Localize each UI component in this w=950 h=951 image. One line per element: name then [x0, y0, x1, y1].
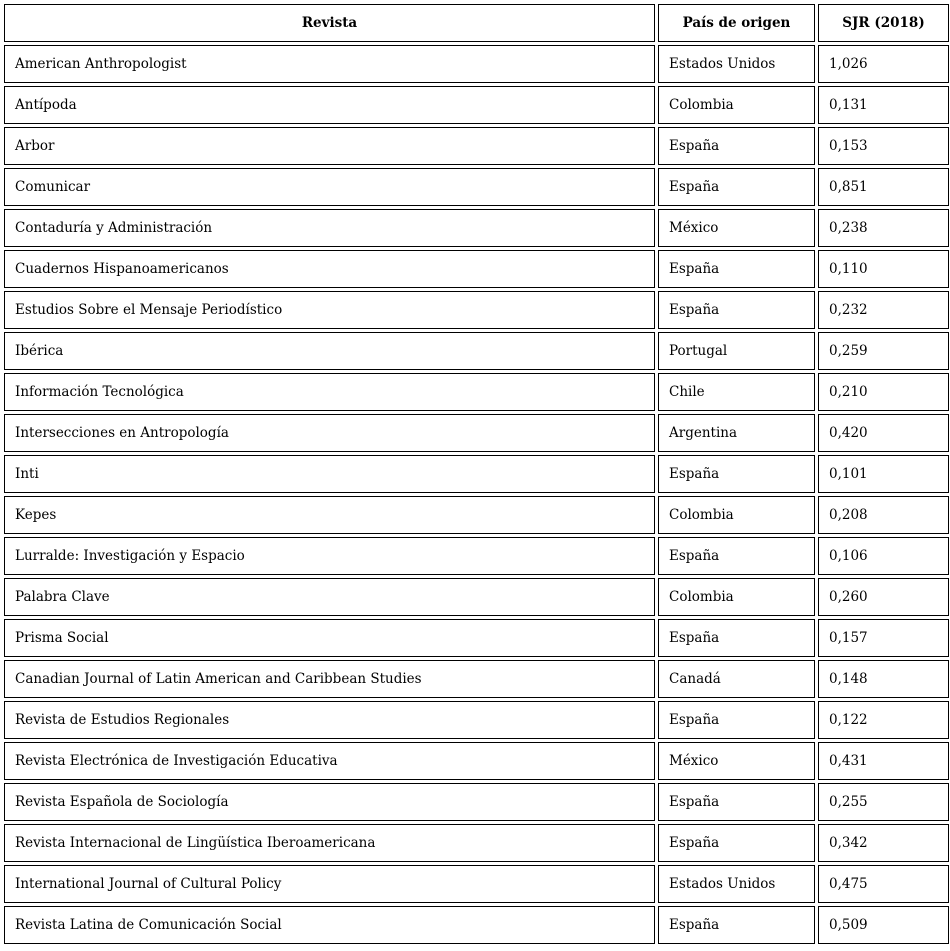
cell-pais: España [658, 783, 815, 821]
header-sjr-2018: SJR (2018) [818, 4, 949, 42]
cell-sjr: 0,475 [818, 865, 949, 903]
cell-sjr: 0,259 [818, 332, 949, 370]
journals-table [1, 1, 950, 947]
cell-pais: España [658, 701, 815, 739]
cell-sjr: 1,026 [818, 45, 949, 83]
cell-revista: Arbor [4, 127, 655, 165]
cell-revista: Revista de Estudios Regionales [4, 701, 655, 739]
table-row [4, 332, 949, 370]
cell-revista: Kepes [4, 496, 655, 534]
cell-pais: España [658, 250, 815, 288]
cell-revista: Revista Latina de Comunicación Social [4, 906, 655, 944]
table-row [4, 455, 949, 493]
cell-revista: American Anthropologist [4, 45, 655, 83]
table-row [4, 906, 949, 944]
table-row [4, 209, 949, 247]
table-row [4, 414, 949, 452]
cell-pais: México [658, 742, 815, 780]
cell-pais: Argentina [658, 414, 815, 452]
table-row [4, 578, 949, 616]
cell-sjr: 0,208 [818, 496, 949, 534]
cell-sjr: 0,122 [818, 701, 949, 739]
table-row [4, 127, 949, 165]
cell-revista: Intersecciones en Antropología [4, 414, 655, 452]
header-pais-de-origen: País de origen [658, 4, 815, 42]
table-row [4, 742, 949, 780]
cell-sjr: 0,210 [818, 373, 949, 411]
cell-pais: México [658, 209, 815, 247]
cell-pais: Colombia [658, 86, 815, 124]
cell-pais: España [658, 127, 815, 165]
cell-sjr: 0,157 [818, 619, 949, 657]
header-revista: Revista [4, 4, 655, 42]
table-row [4, 496, 949, 534]
cell-sjr: 0,148 [818, 660, 949, 698]
cell-pais: España [658, 619, 815, 657]
table-row [4, 45, 949, 83]
cell-revista: Revista Española de Sociología [4, 783, 655, 821]
cell-revista: Lurralde: Investigación y Espacio [4, 537, 655, 575]
cell-pais: Colombia [658, 578, 815, 616]
cell-sjr: 0,342 [818, 824, 949, 862]
cell-sjr: 0,101 [818, 455, 949, 493]
cell-pais: Portugal [658, 332, 815, 370]
cell-sjr: 0,110 [818, 250, 949, 288]
table-row [4, 701, 949, 739]
cell-pais: España [658, 168, 815, 206]
cell-revista: Cuadernos Hispanoamericanos [4, 250, 655, 288]
cell-sjr: 0,153 [818, 127, 949, 165]
cell-sjr: 0,106 [818, 537, 949, 575]
cell-revista: Ibérica [4, 332, 655, 370]
cell-sjr: 0,238 [818, 209, 949, 247]
cell-revista: Prisma Social [4, 619, 655, 657]
table-row [4, 291, 949, 329]
cell-sjr: 0,260 [818, 578, 949, 616]
table-body [4, 45, 949, 944]
cell-revista: Estudios Sobre el Mensaje Periodístico [4, 291, 655, 329]
cell-sjr: 0,431 [818, 742, 949, 780]
cell-pais: Colombia [658, 496, 815, 534]
cell-revista: Palabra Clave [4, 578, 655, 616]
cell-pais: España [658, 906, 815, 944]
cell-pais: España [658, 537, 815, 575]
table-row [4, 660, 949, 698]
table-row [4, 824, 949, 862]
cell-sjr: 0,420 [818, 414, 949, 452]
cell-revista: Comunicar [4, 168, 655, 206]
cell-pais: Estados Unidos [658, 45, 815, 83]
table-row [4, 619, 949, 657]
cell-pais: España [658, 455, 815, 493]
cell-pais: Chile [658, 373, 815, 411]
cell-revista: Revista Internacional de Lingüística Iberoamericana [4, 824, 655, 862]
header-row [4, 4, 949, 42]
cell-pais: Canadá [658, 660, 815, 698]
cell-revista: International Journal of Cultural Policy [4, 865, 655, 903]
cell-revista: Inti [4, 455, 655, 493]
table-row [4, 86, 949, 124]
table-row [4, 168, 949, 206]
cell-revista: Antípoda [4, 86, 655, 124]
cell-pais: España [658, 824, 815, 862]
cell-sjr: 0,232 [818, 291, 949, 329]
cell-sjr: 0,255 [818, 783, 949, 821]
table-row [4, 373, 949, 411]
cell-revista: Información Tecnológica [4, 373, 655, 411]
cell-revista: Revista Electrónica de Investigación Educativa [4, 742, 655, 780]
table-row [4, 865, 949, 903]
cell-sjr: 0,851 [818, 168, 949, 206]
table-row [4, 250, 949, 288]
cell-revista: Contaduría y Administración [4, 209, 655, 247]
cell-pais: España [658, 291, 815, 329]
table-row [4, 783, 949, 821]
cell-sjr: 0,509 [818, 906, 949, 944]
cell-revista: Canadian Journal of Latin American and Caribbean Studies [4, 660, 655, 698]
cell-sjr: 0,131 [818, 86, 949, 124]
table-row [4, 537, 949, 575]
cell-pais: Estados Unidos [658, 865, 815, 903]
